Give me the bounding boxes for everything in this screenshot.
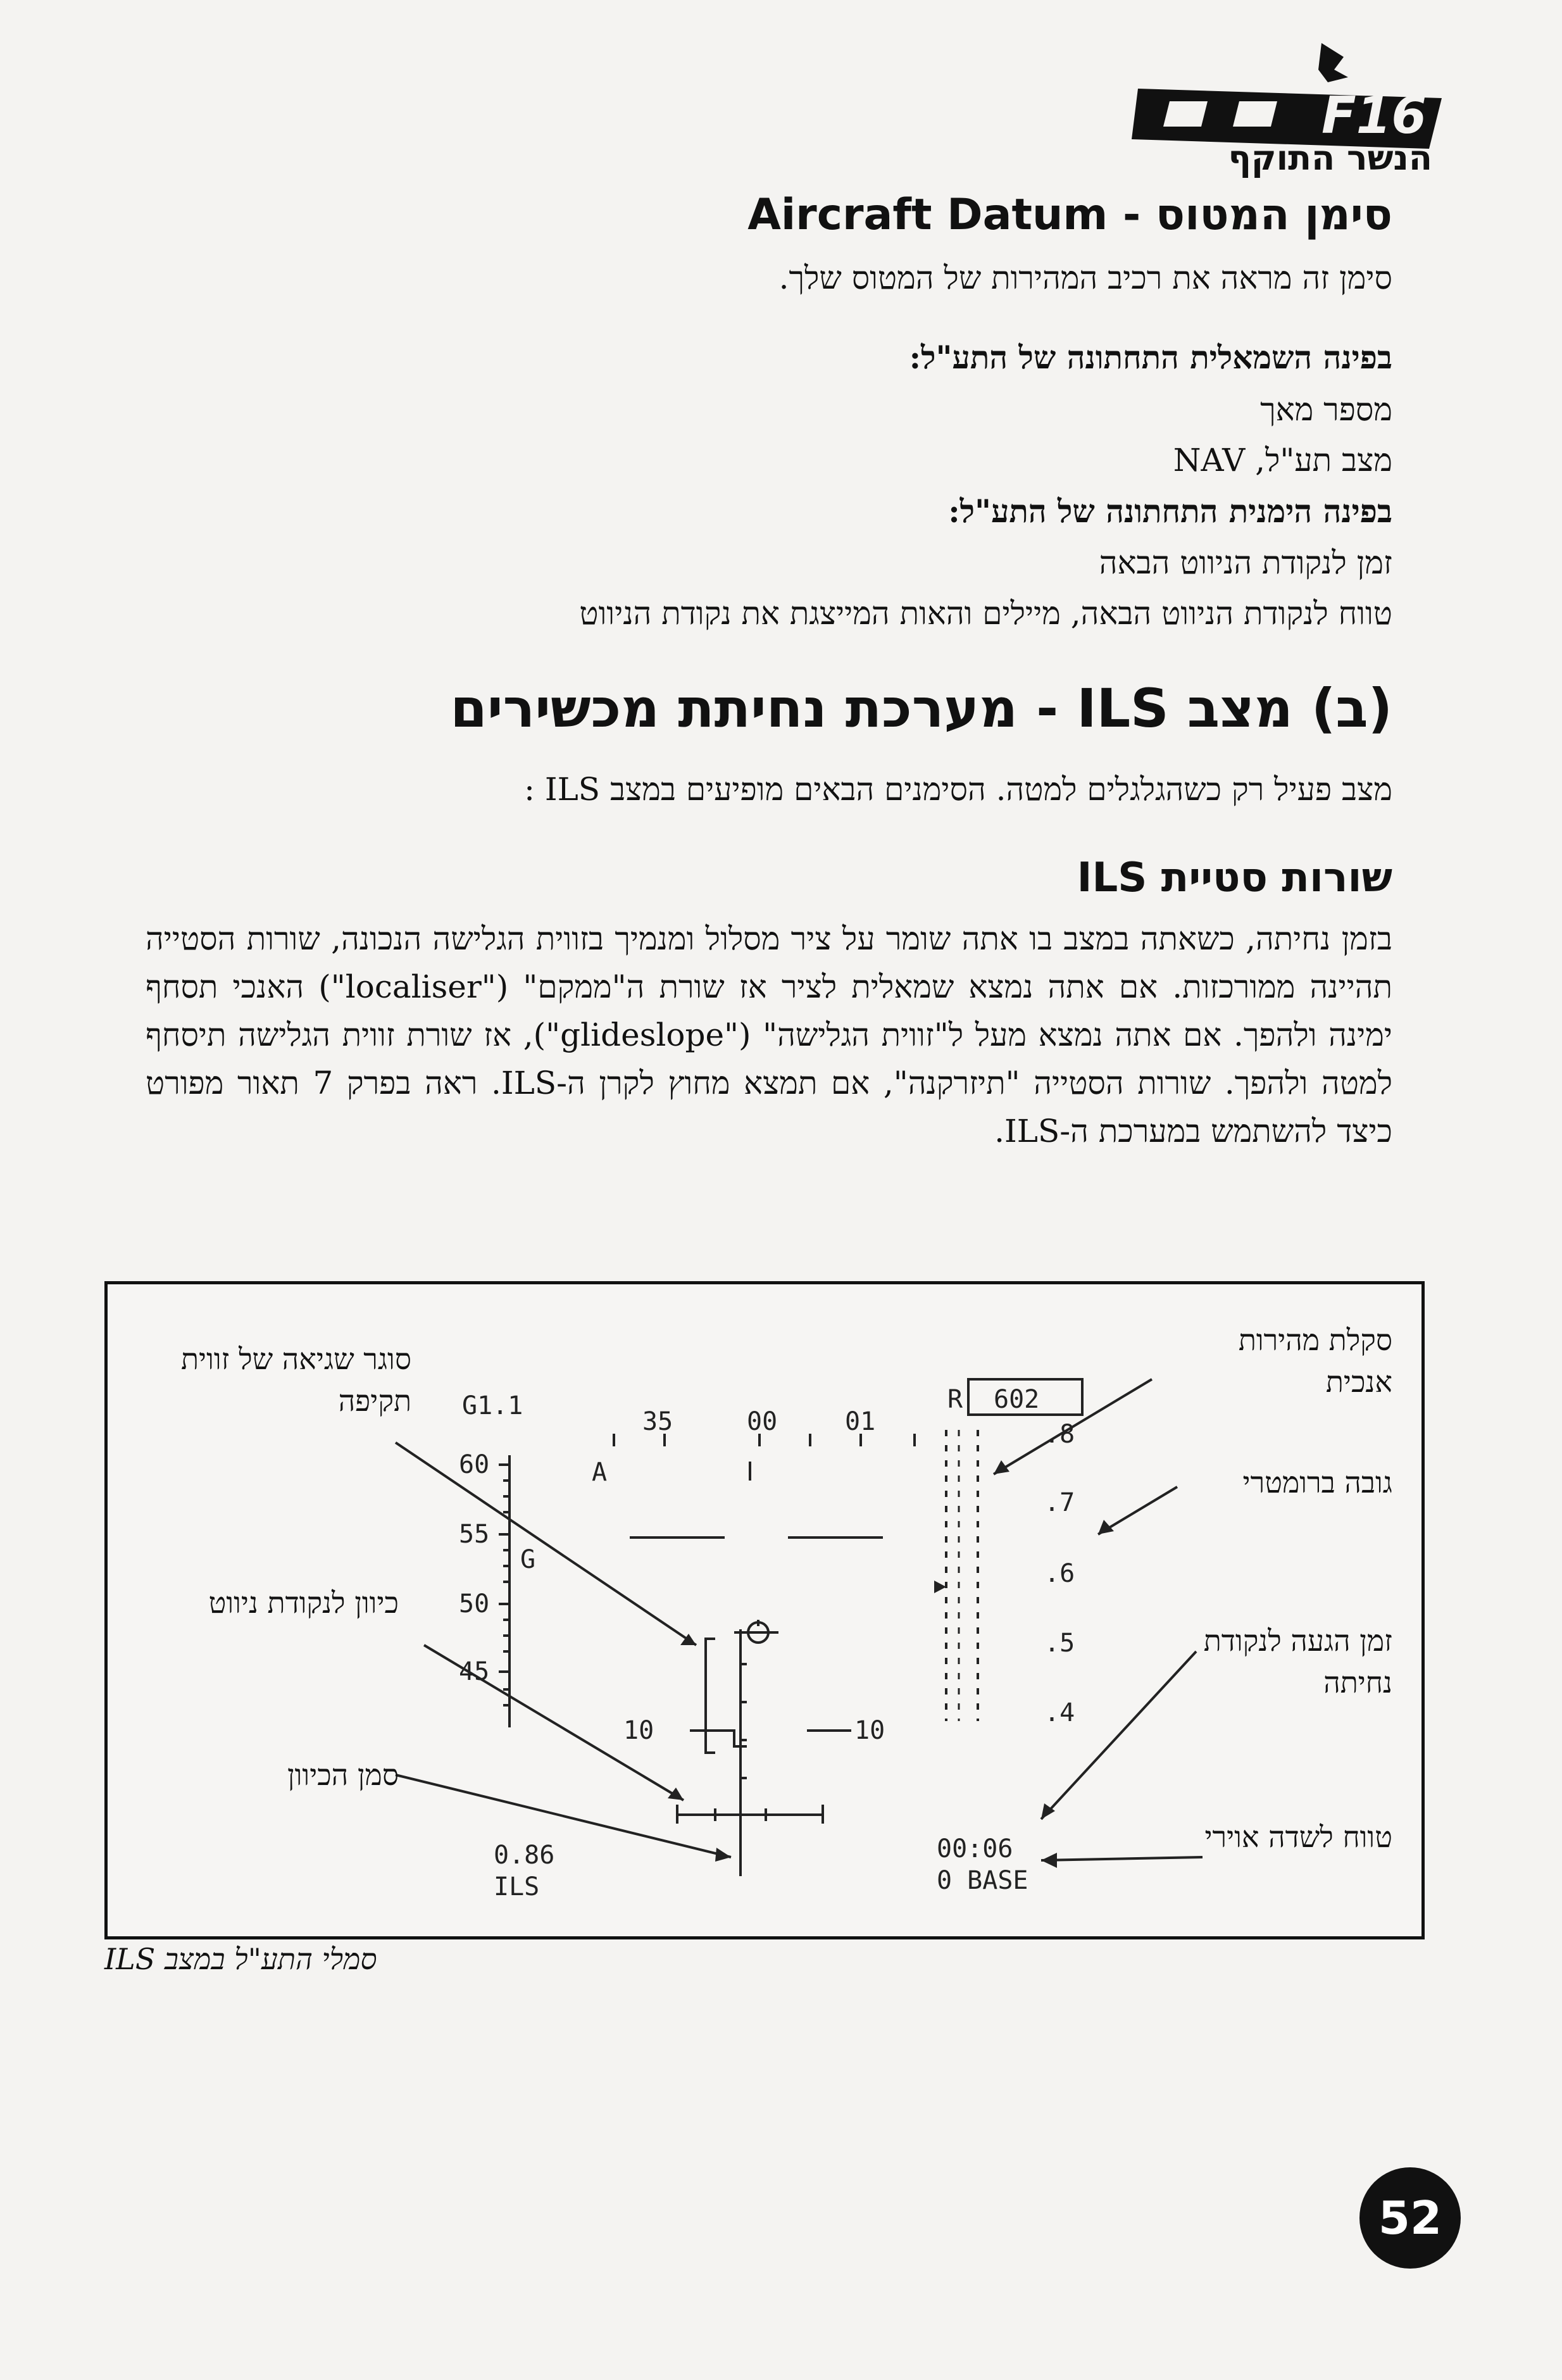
logo-text: F16 <box>1321 86 1427 145</box>
pitch-left: 10 <box>623 1716 654 1745</box>
alt-tick: .6 <box>1044 1559 1075 1588</box>
mode-readout: ILS <box>494 1872 540 1901</box>
right-item: זמן לנקודת הניווט הבאה <box>1099 544 1392 581</box>
datum-heading: סימן המטוס - Aircraft Datum <box>747 190 1392 240</box>
time-readout: 00:06 <box>937 1834 1013 1863</box>
aoa-label: סוגר שגיאה של זווית תקיפה <box>180 1342 411 1418</box>
right-corner-title: בפינה הימנית התחתונה של התע"ל: <box>948 492 1392 530</box>
hud-figure <box>104 1281 1425 1939</box>
alt-prefix: R <box>947 1385 963 1414</box>
alt-tick: .5 <box>1044 1629 1075 1658</box>
page-number: 52 <box>1359 2167 1461 2269</box>
speed-tick: 55 <box>459 1520 490 1549</box>
ils-heading: (ב) מצב ILS - מערכת נחיתת מכשירים <box>450 677 1392 739</box>
alt-tick: .4 <box>1044 1698 1075 1727</box>
g-marker: G <box>520 1545 536 1574</box>
heading-tick: 35 <box>642 1407 673 1436</box>
speed-tick: 50 <box>459 1589 490 1619</box>
mach-readout: 0.86 <box>494 1841 555 1870</box>
pitch-right: 10 <box>854 1716 885 1745</box>
speed-tick: 45 <box>459 1657 490 1686</box>
waypoint-dir-label: כיוון לנקודת ניווט <box>208 1586 399 1620</box>
ils-intro: מצב פעיל רק כשהגלגלים למטה. הסימנים הבאים מופיעים במצב ILS : <box>524 771 1392 808</box>
altitude-readout: 602 <box>994 1385 1040 1414</box>
logo-subtitle: הנשר התוקף <box>1228 138 1432 178</box>
range-to-field-label: טווח לשדה אוירי <box>1204 1820 1392 1854</box>
baro-alt-label: גובה ברומטרי <box>1242 1465 1392 1500</box>
left-item: מצב תע"ל, NAV <box>1173 442 1392 479</box>
heading-tick: 00 <box>747 1407 778 1436</box>
left-item: מספר מאך <box>1260 391 1392 428</box>
ils-body: בזמן נחיתה, כשאתה במצב בו אתה שומר על ציר מסלול ומנמיך בזווית הגלישה הנכונה, שורות הסטייה תהיינה ממורכזות. אם אתה נמצא שמאלית לציר אז שורת ה"ממקם" ("localiser") האנכי תסחף ימינה ולהפך. אם אתה נמצא מעל ל"זווית הגלישה" ("glideslope"), אז שורת זווית הגלישה תיסחף למטה ולהפך. שורות הסטייה "תיזרקנה", אם תמצא מחוץ לקרן ה-ILS. ראה בפרק 7 תאור מפורט כיצד להשתמש במערכת ה-ILS. <box>146 920 1393 1149</box>
datum-intro: סימן זה מראה את רכיב המהירות של המטוס שלך. <box>778 260 1392 296</box>
g-load-readout: G1.1 <box>462 1391 523 1420</box>
right-item: טווח לנקודת הניווט הבאה, מיילים והאות המייצגת את נקודת הניווט <box>579 595 1392 632</box>
heading-tick: 01 <box>845 1407 876 1436</box>
speed-tick: 60 <box>459 1450 490 1479</box>
time-to-land-label: זמן הגעה לנקודת נחיתה <box>1203 1624 1392 1700</box>
heading-marker-label: סמן הכיוון <box>287 1758 399 1792</box>
range-readout: 0 BASE <box>937 1866 1028 1895</box>
a-marker: A <box>592 1458 608 1487</box>
figure-caption: סמלי התע"ל במצב ILS <box>104 1942 377 1976</box>
alt-tick: .7 <box>1044 1488 1075 1517</box>
left-corner-title: בפינה השמאלית התחתונה של התע"ל: <box>909 339 1392 376</box>
alt-tick: .8 <box>1044 1420 1075 1449</box>
ils-subheading: שורות סטיית ILS <box>1077 855 1392 901</box>
speed-scale-label: סקלת מהירות אנכית <box>1238 1323 1392 1399</box>
